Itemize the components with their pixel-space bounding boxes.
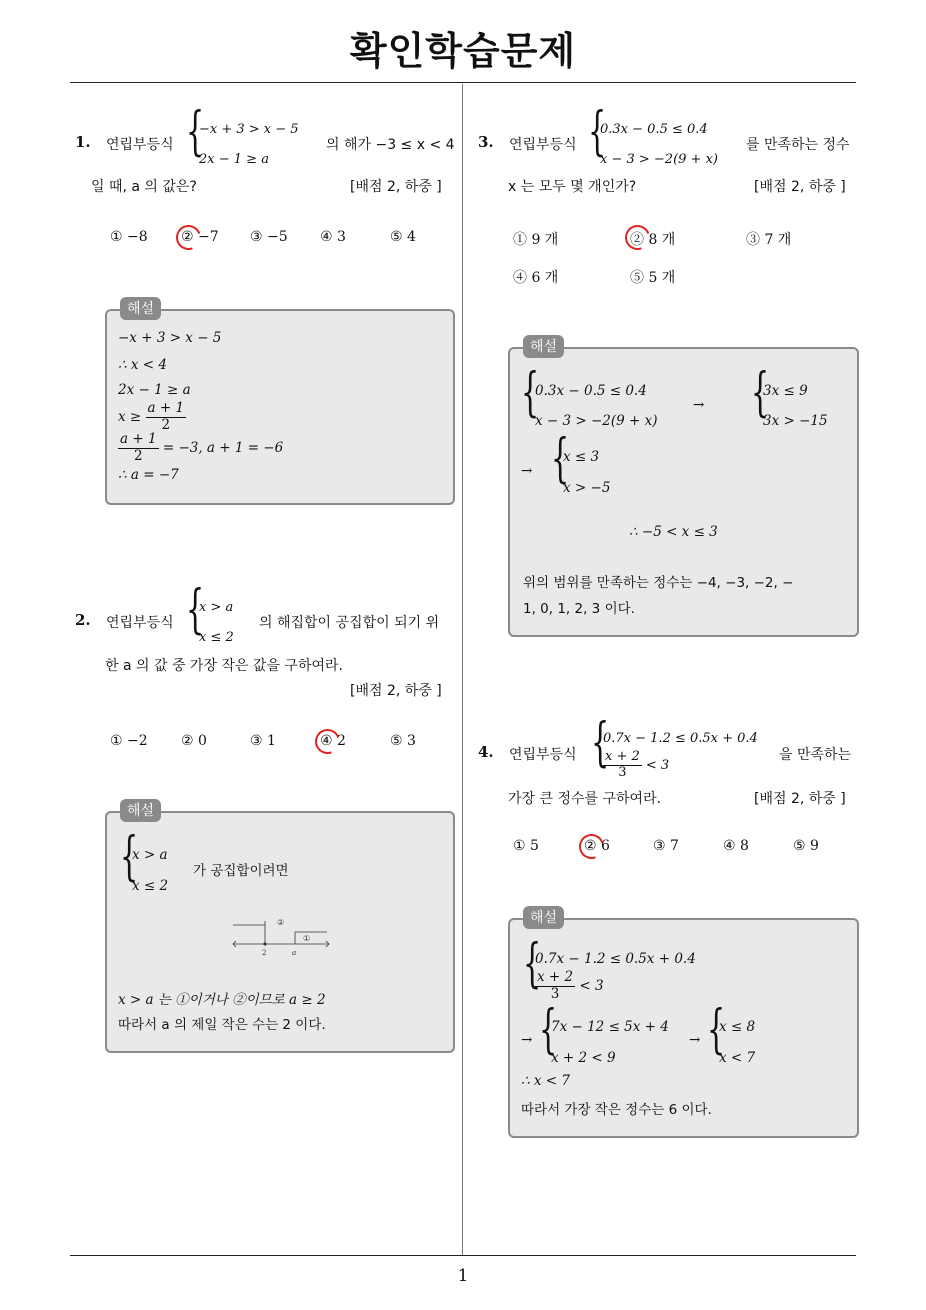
choice-5[interactable]: ⑤ 5 개 (630, 270, 676, 286)
system-line-1: x > a (199, 600, 234, 615)
choice-2[interactable]: ② 0 (181, 733, 207, 749)
solution-line: x > a (132, 847, 168, 863)
choice-2[interactable]: ② 8 개 (630, 232, 676, 248)
svg-text:2: 2 (262, 949, 267, 957)
svg-text:①: ① (303, 934, 311, 943)
system-brace: { (707, 1000, 726, 1060)
choice-4[interactable]: ④ 2 (320, 733, 346, 749)
solution-line: x ≤ 2 (132, 878, 169, 894)
choice-1[interactable]: ① 5 (513, 838, 539, 854)
solution-line: $\frac{x + 2}{3}$ < 3 (537, 969, 604, 1002)
solution-line: x ≥ $\frac{a + 1}{2}$ (118, 400, 185, 433)
choice-2[interactable]: ② −7 (181, 229, 219, 245)
question-text-2: x 는 모두 몇 개인가? (508, 179, 637, 195)
solution-tag: 해설 (523, 906, 564, 929)
question-text-2: 한 a 의 값 중 가장 작은 값을 구하여라. (105, 658, 343, 674)
question-lead: 연립부등식 (509, 137, 577, 153)
svg-text:②: ② (277, 918, 285, 927)
choice-1[interactable]: ① 9 개 (513, 232, 559, 248)
solution-line: 위의 범위를 만족하는 정수는 −4, −3, −2, − (523, 575, 794, 591)
choice-2[interactable]: ② 6 (584, 838, 610, 854)
system-brace: { (551, 429, 570, 489)
system-brace: { (186, 102, 205, 162)
system-brace: { (521, 363, 540, 423)
choice-4[interactable]: ④ 6 개 (513, 270, 559, 286)
page-title: 확인학습문제 (349, 29, 577, 73)
solution-line: x > a 는 ①이거나 ②이므로 a ≥ 2 (118, 992, 326, 1008)
top-rule (70, 82, 856, 83)
question-text: 의 해집합이 공집합이 되기 위 (259, 615, 440, 631)
question-number: 3. (478, 133, 494, 151)
answer-circle (311, 725, 344, 758)
solution-line: 따라서 가장 작은 정수는 6 이다. (521, 1102, 712, 1118)
system-line-1: 0.3x − 0.5 ≤ 0.4 (600, 122, 708, 137)
system-brace: { (591, 713, 610, 773)
question-lead: 연립부등식 (509, 747, 577, 763)
system-line-2: x − 3 > −2(9 + x) (600, 152, 718, 167)
system-brace: { (539, 1000, 558, 1060)
solution-line: 가 공집합이려면 (193, 863, 289, 879)
solution-box (105, 811, 455, 1053)
solution-line: ∴ x < 4 (118, 357, 167, 373)
question-number: 4. (478, 743, 494, 761)
choice-5[interactable]: ⑤ 3 (390, 733, 416, 749)
solution-line: 7x − 12 ≤ 5x + 4 (551, 1019, 669, 1035)
solution-line: 0.7x − 1.2 ≤ 0.5x + 0.4 (535, 951, 696, 967)
choice-3[interactable]: ③ 1 (250, 733, 276, 749)
system-line-2: x ≤ 2 (199, 630, 234, 645)
solution-line: 3x ≤ 9 (763, 383, 808, 399)
number-line-figure (231, 913, 331, 961)
arrow-icon: → (693, 397, 705, 413)
choice-3[interactable]: ③ 7 개 (746, 232, 792, 248)
system-line-1: −x + 3 > x − 5 (199, 122, 299, 137)
solution-line: x < 7 (719, 1050, 756, 1066)
question-text-2: 일 때, a 의 값은? (91, 179, 197, 195)
arrow-icon: → (521, 1032, 533, 1048)
arrow-icon: → (521, 463, 533, 479)
svg-text:a: a (292, 949, 297, 957)
solution-line: 3x > −15 (763, 413, 828, 429)
choice-1[interactable]: ① −2 (110, 733, 148, 749)
question-lead: 연립부등식 (106, 615, 174, 631)
choice-3[interactable]: ③ −5 (250, 229, 288, 245)
solution-line: x ≤ 8 (719, 1019, 756, 1035)
solution-line: x > −5 (563, 480, 611, 496)
solution-line: x ≤ 3 (563, 449, 600, 465)
solution-line: 1, 0, 1, 2, 3 이다. (523, 601, 635, 617)
solution-box (105, 309, 455, 505)
question-text: 를 만족하는 정수 (746, 137, 850, 153)
solution-box (508, 918, 859, 1138)
solution-line: 2x − 1 ≥ a (118, 382, 191, 398)
system-brace: { (523, 934, 542, 994)
choice-5[interactable]: ⑤ 4 (390, 229, 416, 245)
solution-tag: 해설 (120, 297, 161, 320)
question-text: 의 해가 −3 ≤ x < 4 (326, 137, 455, 153)
solution-line: $\frac{a + 1}{2}$ = −3, a + 1 = −6 (120, 431, 284, 464)
solution-tag: 해설 (523, 335, 564, 358)
page-number: 1 (457, 1266, 469, 1286)
system-line-2: $\frac{x + 2}{3}$ < 3 (605, 749, 670, 780)
score-label: [배점 2, 하중 ] (754, 179, 846, 195)
solution-line: ∴ x < 7 (521, 1073, 570, 1089)
score-label: [배점 2, 하중 ] (350, 179, 442, 195)
system-brace: { (588, 102, 607, 162)
solution-line: x − 3 > −2(9 + x) (535, 413, 658, 429)
solution-line: ∴ −5 < x ≤ 3 (629, 524, 718, 540)
score-label: [배점 2, 하중 ] (754, 791, 846, 807)
system-brace: { (120, 827, 139, 887)
question-text-2: 가장 큰 정수를 구하여라. (508, 791, 662, 807)
question-number: 1. (75, 133, 91, 151)
choice-4[interactable]: ④ 3 (320, 229, 346, 245)
solution-line: ∴ a = −7 (118, 467, 179, 483)
question-lead: 연립부등식 (106, 137, 174, 153)
answer-circle (621, 221, 654, 254)
answer-circle (575, 830, 608, 863)
solution-line: −x + 3 > x − 5 (118, 330, 222, 346)
answer-circle (172, 221, 205, 254)
system-line-1: 0.7x − 1.2 ≤ 0.5x + 0.4 (603, 731, 758, 746)
choice-3[interactable]: ③ 7 (653, 838, 679, 854)
question-number: 2. (75, 611, 91, 629)
solution-line: 따라서 a 의 제일 작은 수는 2 이다. (118, 1017, 326, 1033)
solution-line: 0.3x − 0.5 ≤ 0.4 (535, 383, 647, 399)
system-line-2: 2x − 1 ≥ a (199, 152, 269, 167)
choice-5[interactable]: ⑤ 9 (793, 838, 819, 854)
score-label: [배점 2, 하중 ] (350, 683, 442, 699)
system-brace: { (751, 363, 770, 423)
question-text: 을 만족하는 (779, 747, 852, 763)
bottom-rule (70, 1255, 856, 1256)
system-brace: { (186, 580, 205, 640)
solution-line: x + 2 < 9 (551, 1050, 616, 1066)
column-divider (462, 84, 463, 1256)
arrow-icon: → (689, 1032, 701, 1048)
choice-1[interactable]: ① −8 (110, 229, 148, 245)
choice-4[interactable]: ④ 8 (723, 838, 749, 854)
solution-box (508, 347, 859, 637)
solution-tag: 해설 (120, 799, 161, 822)
